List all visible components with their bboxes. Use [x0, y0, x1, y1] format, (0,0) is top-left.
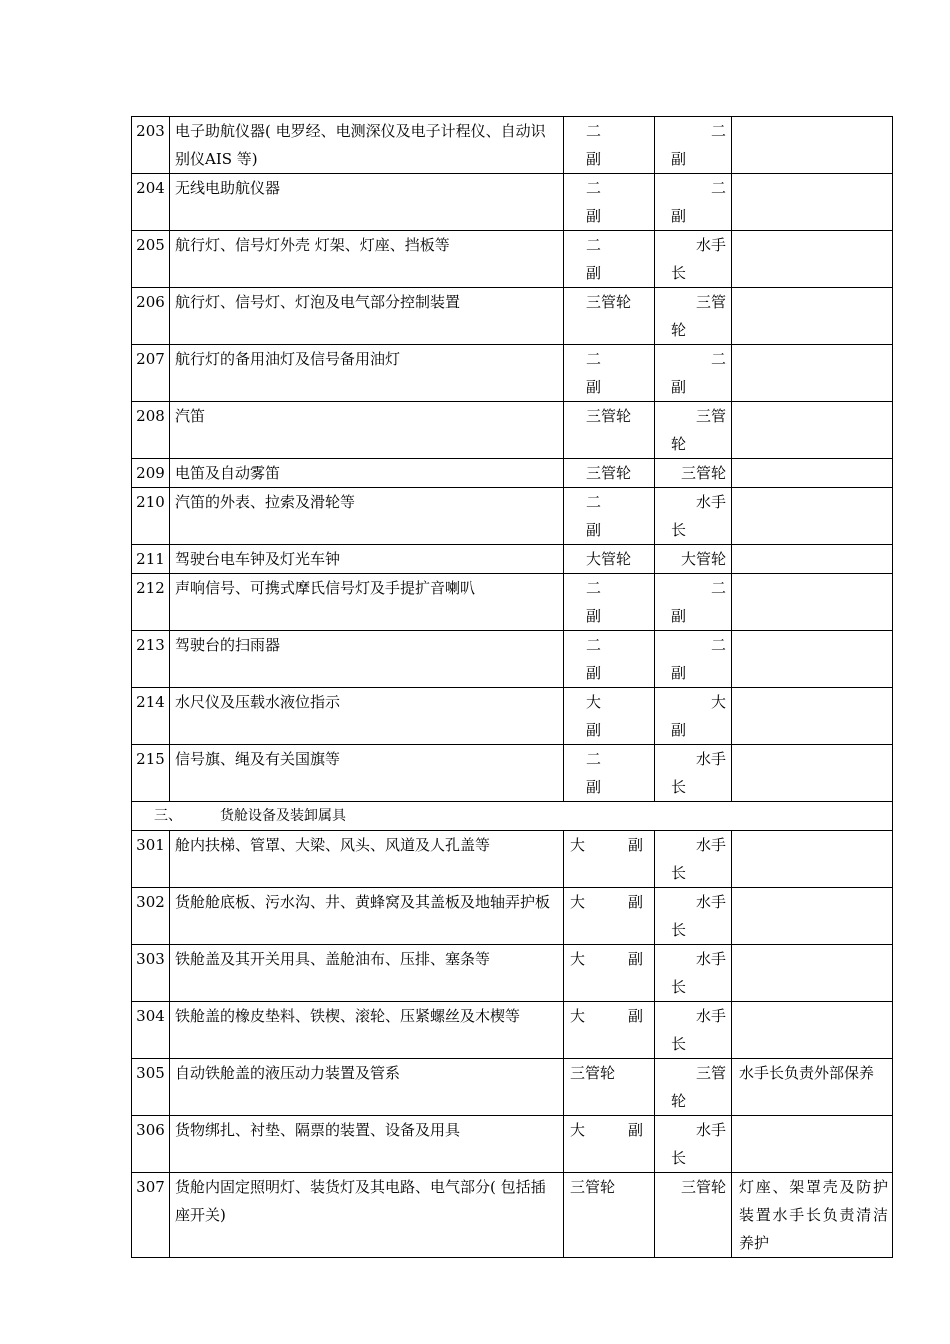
table-row [132, 831, 893, 888]
item-number [132, 174, 170, 231]
responsible-department [564, 831, 655, 888]
item-description [170, 688, 564, 745]
item-number [132, 545, 170, 574]
responsible-person-line1: 二 [710, 179, 726, 197]
table-row [132, 1002, 893, 1059]
maintenance-responsibility-table [131, 116, 893, 1258]
item-number [132, 288, 170, 345]
responsible-person [655, 1173, 732, 1258]
responsible-department-text: 三管轮 [570, 1178, 616, 1196]
table-row [132, 231, 893, 288]
item-description [170, 488, 564, 545]
remarks [732, 1173, 893, 1258]
item-number-text: 301 [136, 836, 165, 854]
item-description [170, 117, 564, 174]
responsible-person [655, 574, 732, 631]
table-row [132, 631, 893, 688]
table-row [132, 1173, 893, 1258]
responsible-department [564, 688, 655, 745]
responsible-person-line1: 水手 [695, 493, 726, 511]
item-number [132, 117, 170, 174]
item-number [132, 1173, 170, 1258]
item-description-text: 驾驶台的扫雨器 [175, 636, 281, 654]
responsible-person-line2: 长 [671, 264, 687, 282]
section-header [132, 802, 893, 831]
responsible-department [564, 1116, 655, 1173]
responsible-person [655, 631, 732, 688]
table-row [132, 402, 893, 459]
responsible-department-text-2: 副 [628, 1007, 644, 1025]
responsible-person [655, 345, 732, 402]
responsible-person-line2: 长 [671, 1035, 687, 1053]
table-row [132, 345, 893, 402]
item-number [132, 1116, 170, 1173]
remarks [732, 117, 893, 174]
responsible-department-text: 大 [570, 950, 586, 968]
responsible-person-line1: 水手 [695, 836, 726, 854]
item-description-text: 驾驶台电车钟及灯光车钟 [175, 550, 341, 568]
table-row [132, 459, 893, 488]
item-description [170, 231, 564, 288]
responsible-person [655, 1116, 732, 1173]
item-description [170, 1173, 564, 1258]
remarks-text: 水手长负责外部保养 [739, 1064, 875, 1082]
item-number [132, 831, 170, 888]
responsible-person [655, 231, 732, 288]
responsible-department [564, 945, 655, 1002]
responsible-department [564, 231, 655, 288]
responsible-department-text: 大 [570, 836, 586, 854]
responsible-department-text: 大 [570, 1121, 586, 1139]
item-description [170, 345, 564, 402]
responsible-person-line1: 三管 [695, 1064, 726, 1082]
item-number-text: 206 [136, 293, 165, 311]
remarks [732, 574, 893, 631]
item-number-text: 203 [136, 122, 165, 140]
responsible-department-text-2: 副 [628, 950, 644, 968]
responsible-department-text: 三管轮 [586, 464, 632, 482]
item-description [170, 459, 564, 488]
remarks [732, 1002, 893, 1059]
item-description-text: 舱内扶梯、管罩、大梁、风头、风道及人孔盖等 [175, 836, 491, 854]
item-description [170, 402, 564, 459]
item-description [170, 1059, 564, 1116]
item-number [132, 888, 170, 945]
table-row [132, 288, 893, 345]
responsible-person [655, 288, 732, 345]
responsible-department [564, 545, 655, 574]
item-description [170, 545, 564, 574]
responsible-department-text-2: 副 [628, 893, 644, 911]
item-description-text: 航行灯、信号灯外壳 灯架、灯座、挡板等 [175, 236, 450, 254]
responsible-person-line1: 三管轮 [680, 464, 726, 482]
item-number [132, 402, 170, 459]
item-description [170, 631, 564, 688]
remarks [732, 174, 893, 231]
item-number-text: 213 [136, 636, 165, 654]
item-description-text: 货舱内固定照明灯、装货灯及其电路、电气部分( 包括插座开关) [175, 1178, 546, 1224]
item-number [132, 945, 170, 1002]
remarks-text: 灯座、架罩壳及防护装置水手长负责清洁养护 [739, 1178, 888, 1252]
responsible-department-text: 三管轮 [586, 407, 632, 425]
responsible-person-line2: 副 [671, 607, 687, 625]
item-description-text: 自动铁舱盖的液压动力装置及管系 [175, 1064, 401, 1082]
remarks [732, 1116, 893, 1173]
remarks [732, 945, 893, 1002]
responsible-department-text: 三管轮 [570, 1064, 616, 1082]
responsible-person [655, 888, 732, 945]
item-description [170, 1002, 564, 1059]
remarks [732, 231, 893, 288]
responsible-person-line1: 二 [710, 636, 726, 654]
table-row [132, 545, 893, 574]
responsible-department [564, 288, 655, 345]
item-description [170, 288, 564, 345]
responsible-department-text: 三管轮 [586, 293, 632, 311]
item-number-text: 305 [136, 1064, 165, 1082]
remarks [732, 688, 893, 745]
responsible-department-text: 二副 [586, 236, 602, 282]
responsible-person-line1: 二 [710, 579, 726, 597]
responsible-department [564, 488, 655, 545]
item-number-text: 211 [136, 550, 165, 568]
responsible-person-line1: 水手 [695, 1007, 726, 1025]
responsible-department-text: 二副 [586, 579, 602, 625]
item-description-text: 无线电助航仪器 [175, 179, 281, 197]
responsible-person-line2: 长 [671, 978, 687, 996]
item-number-text: 208 [136, 407, 165, 425]
remarks [732, 831, 893, 888]
responsible-person-line2: 长 [671, 921, 687, 939]
remarks [732, 402, 893, 459]
responsible-person [655, 117, 732, 174]
item-number [132, 459, 170, 488]
responsible-person [655, 945, 732, 1002]
item-number-text: 304 [136, 1007, 165, 1025]
item-number-text: 303 [136, 950, 165, 968]
item-number-text: 307 [136, 1178, 165, 1196]
item-description [170, 574, 564, 631]
item-number-text: 214 [136, 693, 165, 711]
responsible-person-line1: 水手 [695, 1121, 726, 1139]
responsible-department-text: 二副 [586, 750, 602, 796]
item-number [132, 488, 170, 545]
responsible-department [564, 745, 655, 802]
responsible-department-text: 二副 [586, 636, 602, 682]
responsible-person [655, 174, 732, 231]
table-row [132, 1116, 893, 1173]
item-number-text: 215 [136, 750, 165, 768]
item-description-text: 汽笛 [175, 407, 206, 425]
remarks [732, 288, 893, 345]
item-description-text: 信号旗、绳及有关国旗等 [175, 750, 341, 768]
remarks [732, 488, 893, 545]
responsible-department-text: 二副 [586, 493, 602, 539]
responsible-person [655, 688, 732, 745]
remarks [732, 459, 893, 488]
responsible-department-text: 大副 [586, 693, 602, 739]
responsible-person [655, 459, 732, 488]
table-row [132, 688, 893, 745]
table-row [132, 117, 893, 174]
responsible-department [564, 1059, 655, 1116]
item-number [132, 1002, 170, 1059]
responsible-department-text: 大 [570, 893, 586, 911]
item-description [170, 745, 564, 802]
responsible-department-text: 二副 [586, 122, 602, 168]
table-row [132, 888, 893, 945]
responsible-person [655, 1059, 732, 1116]
responsible-person-line1: 水手 [695, 236, 726, 254]
responsible-person-line1: 水手 [695, 893, 726, 911]
remarks [732, 745, 893, 802]
responsible-department [564, 1002, 655, 1059]
responsible-person-line1: 三管 [695, 407, 726, 425]
responsible-department [564, 402, 655, 459]
responsible-person-line1: 二 [710, 350, 726, 368]
table-row [132, 945, 893, 1002]
item-description-text: 水尺仪及压载水液位指示 [175, 693, 341, 711]
responsible-person [655, 402, 732, 459]
table-row [132, 574, 893, 631]
remarks [732, 545, 893, 574]
item-description [170, 1116, 564, 1173]
item-description-text: 汽笛的外表、拉索及滑轮等 [175, 493, 356, 511]
remarks [732, 345, 893, 402]
item-description [170, 945, 564, 1002]
table-row [132, 174, 893, 231]
responsible-person-line1: 水手 [695, 750, 726, 768]
item-number-text: 210 [136, 493, 165, 511]
section-number: 三、 [154, 808, 182, 824]
responsible-person-line1: 三管轮 [680, 1178, 726, 1196]
responsible-department [564, 345, 655, 402]
responsible-person-line1: 三管 [695, 293, 726, 311]
responsible-department [564, 631, 655, 688]
remarks [732, 888, 893, 945]
responsible-person [655, 745, 732, 802]
responsible-person [655, 831, 732, 888]
responsible-department [564, 459, 655, 488]
responsible-department [564, 117, 655, 174]
table-row [132, 488, 893, 545]
section-title: 货舱设备及装卸属具 [220, 808, 346, 824]
item-number [132, 574, 170, 631]
item-description-text: 声响信号、可携式摩氏信号灯及手提扩音喇叭 [175, 579, 476, 597]
responsible-department-text-2: 副 [628, 836, 644, 854]
responsible-department-text: 二副 [586, 350, 602, 396]
item-description [170, 174, 564, 231]
item-description-text: 航行灯的备用油灯及信号备用油灯 [175, 350, 401, 368]
responsible-person-line1: 水手 [695, 950, 726, 968]
item-number [132, 231, 170, 288]
responsible-department-text: 大 [570, 1007, 586, 1025]
responsible-person-line2: 轮 [671, 1092, 687, 1110]
responsible-person-line2: 副 [671, 207, 687, 225]
item-description-text: 电子助航仪器( 电罗经、电测深仪及电子计程仪、自动识别仪AIS 等) [175, 122, 546, 168]
responsible-department [564, 174, 655, 231]
responsible-person-line2: 轮 [671, 435, 687, 453]
item-number [132, 1059, 170, 1116]
responsible-person-line2: 副 [671, 721, 687, 739]
item-description-text: 电笛及自动雾笛 [175, 464, 281, 482]
item-number-text: 204 [136, 179, 165, 197]
remarks [732, 631, 893, 688]
item-number-text: 302 [136, 893, 165, 911]
item-description [170, 831, 564, 888]
responsible-department-text-2: 副 [628, 1121, 644, 1139]
item-number [132, 688, 170, 745]
responsible-department [564, 1173, 655, 1258]
responsible-person-line1: 大 [710, 693, 726, 711]
item-description-text: 货物绑扎、衬垫、隔票的装置、设备及用具 [175, 1121, 461, 1139]
item-number-text: 306 [136, 1121, 165, 1139]
item-description [170, 888, 564, 945]
responsible-person-line2: 长 [671, 1149, 687, 1167]
item-number-text: 212 [136, 579, 165, 597]
responsible-person [655, 488, 732, 545]
responsible-person [655, 545, 732, 574]
section-header-row [132, 802, 893, 831]
responsible-department-text: 大管轮 [586, 550, 632, 568]
item-description-text: 铁舱盖的橡皮垫料、铁楔、滚轮、压紧螺丝及木楔等 [175, 1007, 521, 1025]
responsible-person-line2: 轮 [671, 321, 687, 339]
responsible-person-line2: 长 [671, 778, 687, 796]
responsible-person-line2: 长 [671, 521, 687, 539]
item-number-text: 209 [136, 464, 165, 482]
item-description-text: 货舱舱底板、污水沟、井、黄蜂窝及其盖板及地轴弄护板 [175, 893, 551, 911]
responsible-person [655, 1002, 732, 1059]
item-description-text: 铁舱盖及其开关用具、盖舱油布、压排、塞条等 [175, 950, 491, 968]
item-number [132, 345, 170, 402]
responsible-person-line2: 副 [671, 378, 687, 396]
responsible-person-line2: 长 [671, 864, 687, 882]
item-number-text: 207 [136, 350, 165, 368]
responsible-department-text: 二副 [586, 179, 602, 225]
responsible-department [564, 574, 655, 631]
responsible-person-line1: 二 [710, 122, 726, 140]
responsible-person-line2: 副 [671, 664, 687, 682]
item-number [132, 631, 170, 688]
responsible-person-line2: 副 [671, 150, 687, 168]
table-row [132, 1059, 893, 1116]
item-number-text: 205 [136, 236, 165, 254]
item-number [132, 745, 170, 802]
item-description-text: 航行灯、信号灯、灯泡及电气部分控制装置 [175, 293, 461, 311]
responsible-person-line1: 大管轮 [680, 550, 726, 568]
remarks [732, 1059, 893, 1116]
responsible-department [564, 888, 655, 945]
table-row [132, 745, 893, 802]
